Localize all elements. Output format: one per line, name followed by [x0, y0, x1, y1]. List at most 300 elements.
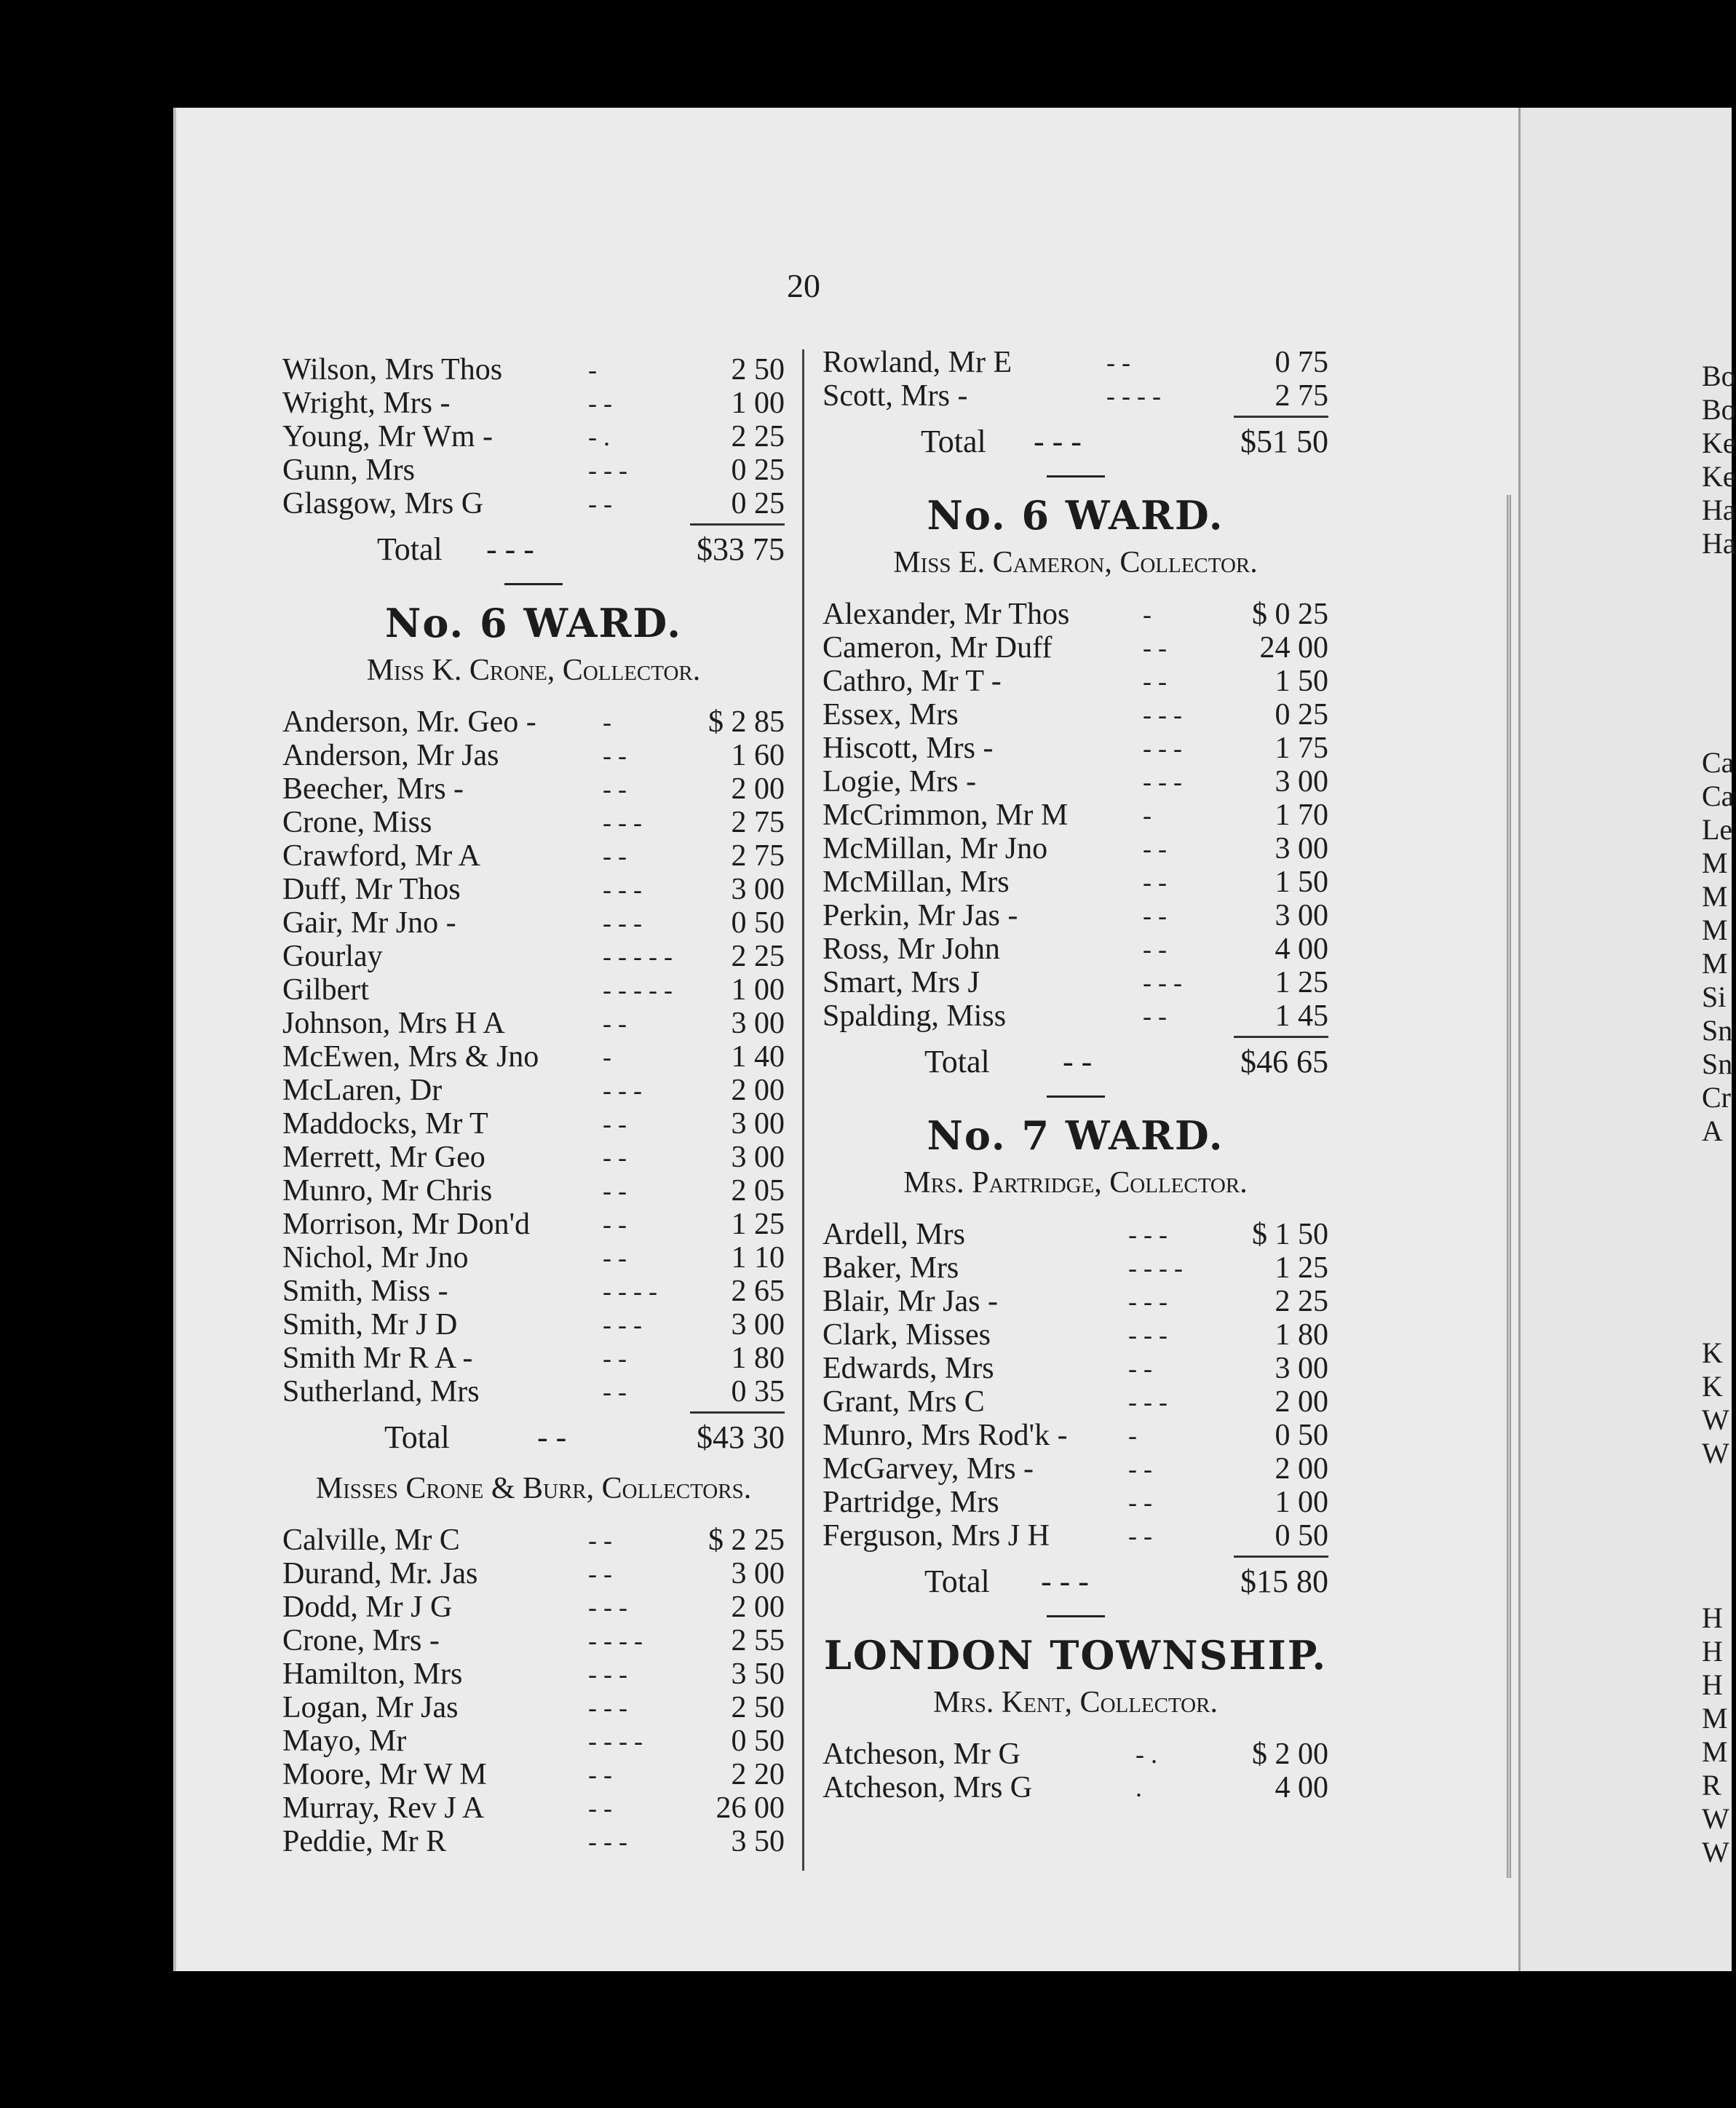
- amount: 1 80: [731, 1342, 785, 1375]
- name-fragment: Sn: [1702, 1047, 1733, 1080]
- amount: 1 50: [1275, 665, 1328, 698]
- list-item: [823, 1352, 1328, 1385]
- list-item: [823, 999, 1328, 1033]
- leader-dots: -: [603, 708, 611, 737]
- total-amount: $46 65: [1240, 1044, 1328, 1079]
- amount: 1 00: [731, 387, 785, 420]
- list-item: [823, 1218, 1328, 1251]
- contributor-name: Ferguson, Mrs J H: [823, 1519, 1050, 1553]
- contributor-name: Grant, Mrs C: [823, 1385, 985, 1419]
- amount: 2 75: [731, 806, 785, 839]
- leader-dots: - -: [1128, 1454, 1152, 1483]
- contributor-name: Cameron, Mr Duff: [823, 631, 1053, 665]
- leader-dots: - - - -: [1128, 1253, 1183, 1283]
- leader-dots: - - -: [603, 1310, 642, 1339]
- amount: 2 55: [731, 1624, 785, 1657]
- list-item: [282, 1691, 785, 1724]
- leader-dots: - -: [603, 841, 627, 871]
- contributor-name: Young, Mr Wm -: [282, 420, 493, 453]
- amount: 26 00: [716, 1791, 785, 1825]
- name-fragment: Le: [1702, 813, 1733, 846]
- contributor-name: Logie, Mrs -: [823, 765, 977, 799]
- amount: 2 25: [1275, 1285, 1328, 1318]
- list-item: [823, 966, 1328, 999]
- total-label: Total: [924, 1044, 990, 1079]
- leader-dots: - -: [1143, 633, 1167, 662]
- amount: 3 00: [1275, 765, 1328, 799]
- list-item: [282, 1074, 785, 1107]
- amount: 1 25: [1275, 966, 1328, 999]
- leader-dots: - - - -: [588, 1727, 643, 1756]
- total-amount: $33 75: [697, 531, 785, 567]
- leader-dots: - - -: [1041, 1564, 1089, 1599]
- contributor-name: Johnson, Mrs H A: [282, 1007, 505, 1040]
- amount: 3 00: [1275, 899, 1328, 932]
- contributor-name: Munro, Mrs Rod'k -: [823, 1419, 1068, 1452]
- contributor-name: Wright, Mrs -: [282, 387, 451, 420]
- collector-line: Miss E. Cameron, Collector.: [893, 546, 1258, 579]
- list-item: [282, 1624, 785, 1657]
- amount: 0 50: [731, 906, 785, 940]
- list-item: [282, 806, 785, 839]
- name-fragment: M: [1702, 847, 1728, 879]
- amount: 1 00: [1275, 1486, 1328, 1519]
- amount: 3 00: [731, 1557, 785, 1590]
- sum-rule: [282, 520, 785, 528]
- total-row: [282, 528, 785, 571]
- name-fragment: Cr: [1702, 1081, 1731, 1114]
- list-item: [282, 1040, 785, 1074]
- sum-rule: [823, 413, 1328, 420]
- sum-rule: [823, 1033, 1328, 1040]
- list-item: [282, 1308, 785, 1342]
- contributor-name: Smart, Mrs J: [823, 966, 980, 999]
- amount: 1 70: [1275, 799, 1328, 832]
- name-fragment: H: [1702, 1668, 1723, 1701]
- name-fragment: Ca: [1702, 746, 1735, 779]
- contributor-name: Crone, Miss: [282, 806, 432, 839]
- amount: 1 75: [1275, 732, 1328, 765]
- contributor-name: Logan, Mr Jas: [282, 1691, 459, 1724]
- list-item: [282, 873, 785, 906]
- amount: 1 45: [1275, 999, 1328, 1033]
- contributor-name: Beecher, Mrs -: [282, 772, 464, 806]
- leader-dots: - -: [603, 1344, 627, 1373]
- leader-dots: -: [1143, 801, 1152, 830]
- list-item: [282, 1758, 785, 1791]
- contributor-name: Ross, Mr John: [823, 932, 1000, 966]
- leader-dots: - -: [537, 1419, 567, 1455]
- leader-dots: - -: [1143, 667, 1167, 696]
- name-fragment: Ha: [1702, 527, 1736, 560]
- leader-dots: - - -: [1034, 424, 1082, 459]
- leader-dots: - - -: [603, 1076, 642, 1105]
- leader-dots: - - -: [1143, 968, 1182, 997]
- list-item: [282, 487, 785, 520]
- leader-dots: - - - -: [588, 1626, 643, 1655]
- collector-line: Mrs. Partridge, Collector.: [903, 1166, 1248, 1200]
- amount: 1 10: [731, 1241, 785, 1275]
- amount: 2 00: [731, 772, 785, 806]
- amount: 2 20: [731, 1758, 785, 1791]
- total-row: [823, 420, 1328, 464]
- leader-dots: - - -: [1128, 1287, 1168, 1316]
- list-item: [823, 1771, 1328, 1804]
- list-item: [823, 1318, 1328, 1352]
- facing-page-fragments: [1702, 360, 1736, 560]
- amount: 2 75: [731, 839, 785, 873]
- leader-dots: -: [1143, 600, 1152, 629]
- leader-dots: - - -: [588, 1827, 627, 1856]
- leader-dots: - - -: [1128, 1320, 1168, 1350]
- name-fragment: W: [1702, 1403, 1729, 1436]
- list-item: [823, 899, 1328, 932]
- leader-dots: - - -: [1128, 1220, 1168, 1249]
- contributor-name: Hamilton, Mrs: [282, 1657, 463, 1691]
- sum-rule: [823, 1553, 1328, 1560]
- amount: 3 00: [731, 1308, 785, 1342]
- ward-heading: No. 7 WARD.: [927, 1112, 1224, 1159]
- name-fragment: W: [1702, 1437, 1729, 1470]
- page-right-edge: [1518, 108, 1735, 1971]
- list-item: [823, 1385, 1328, 1419]
- amount: $ 1 50: [1252, 1218, 1328, 1251]
- total-amount: $51 50: [1240, 424, 1328, 459]
- leader-dots: - -: [588, 389, 612, 418]
- list-item: [823, 865, 1328, 899]
- amount: 0 25: [1275, 698, 1328, 732]
- leader-dots: - - -: [1143, 734, 1182, 763]
- leader-dots: - .: [588, 422, 610, 451]
- list-item: [282, 940, 785, 973]
- amount: 3 00: [731, 873, 785, 906]
- contributor-name: McMillan, Mrs: [823, 865, 1010, 899]
- amount: 4 00: [1275, 1771, 1328, 1804]
- list-item: [282, 387, 785, 420]
- list-item: [282, 1174, 785, 1208]
- list-item: [823, 1519, 1328, 1553]
- list-item: [823, 631, 1328, 665]
- amount: 2 00: [1275, 1385, 1328, 1419]
- list-item: [823, 1486, 1328, 1519]
- list-item: [282, 839, 785, 873]
- amount: 2 00: [1275, 1452, 1328, 1486]
- list-item: [282, 1590, 785, 1624]
- name-fragment: K: [1702, 1336, 1723, 1369]
- leader-dots: - - -: [588, 1593, 627, 1622]
- list-item: [823, 765, 1328, 799]
- amount: 3 00: [731, 1107, 785, 1141]
- contributor-name: Gair, Mr Jno -: [282, 906, 456, 940]
- total-row: [823, 1040, 1328, 1084]
- name-fragment: W: [1702, 1836, 1729, 1869]
- facing-page-fragments: [1702, 1601, 1729, 1869]
- leader-dots: - -: [588, 1794, 612, 1823]
- leader-dots: - -: [603, 1176, 627, 1205]
- total-amount: $15 80: [1240, 1564, 1328, 1599]
- name-fragment: H: [1702, 1635, 1723, 1668]
- leader-dots: - -: [588, 1526, 612, 1555]
- amount: 3 50: [731, 1657, 785, 1691]
- total-label: Total: [924, 1564, 990, 1599]
- contributor-name: Edwards, Mrs: [823, 1352, 994, 1385]
- name-fragment: Ke: [1702, 460, 1736, 493]
- name-fragment: R: [1702, 1769, 1721, 1802]
- right-column: [823, 346, 1328, 1804]
- name-fragment: K: [1702, 1370, 1723, 1403]
- collector-line: Miss K. Crone, Collector.: [366, 654, 701, 687]
- township-heading: LONDON TOWNSHIP.: [823, 1632, 1328, 1679]
- name-fragment: H: [1702, 1601, 1723, 1634]
- contributor-name: Atcheson, Mrs G: [823, 1771, 1033, 1804]
- list-item: [282, 1825, 785, 1858]
- contributor-name: Partridge, Mrs: [823, 1486, 999, 1519]
- leader-dots: - -: [1143, 935, 1167, 964]
- total-row: [282, 1416, 785, 1459]
- contributor-name: Smith, Miss -: [282, 1275, 448, 1308]
- list-item: [282, 1523, 785, 1557]
- contributor-name: McLaren, Dr: [282, 1074, 443, 1107]
- list-item: [282, 739, 785, 772]
- amount: 2 50: [731, 1691, 785, 1724]
- amount: $ 2 85: [708, 705, 785, 739]
- amount: 2 25: [731, 420, 785, 453]
- total-label: Total: [377, 531, 443, 567]
- amount: 2 00: [731, 1074, 785, 1107]
- list-item: [823, 1285, 1328, 1318]
- contributor-name: Murray, Rev J A: [282, 1791, 485, 1825]
- contributor-name: McMillan, Mr Jno: [823, 832, 1048, 865]
- name-fragment: Bo: [1702, 360, 1736, 392]
- amount: 0 50: [731, 1724, 785, 1758]
- list-item: [282, 1724, 785, 1758]
- contributor-name: Munro, Mr Chris: [282, 1174, 493, 1208]
- amount: 3 50: [731, 1825, 785, 1858]
- list-item: [282, 1007, 785, 1040]
- collector-line: Misses Crone & Burr, Collectors.: [315, 1472, 752, 1505]
- list-item: [823, 832, 1328, 865]
- amount: 1 50: [1275, 865, 1328, 899]
- list-item: [282, 1141, 785, 1174]
- ward-heading: No. 6 WARD.: [384, 600, 683, 646]
- leader-dots: - - -: [603, 808, 642, 837]
- list-item: [823, 732, 1328, 765]
- list-item: [823, 1737, 1328, 1771]
- name-fragment: M: [1702, 1702, 1728, 1735]
- entry-list: [823, 598, 1328, 1033]
- leader-dots: -: [603, 1042, 611, 1071]
- leader-dots: - - - - -: [603, 942, 673, 971]
- left-column: [282, 353, 785, 1858]
- list-item: [282, 1208, 785, 1241]
- contributor-name: Nichol, Mr Jno: [282, 1241, 469, 1275]
- contributor-name: Baker, Mrs: [823, 1251, 959, 1285]
- amount: 0 25: [731, 487, 785, 520]
- leader-dots: - -: [1128, 1521, 1152, 1550]
- contributor-name: Mayo, Mr: [282, 1724, 407, 1758]
- amount: 0 75: [1275, 346, 1328, 379]
- list-item: [282, 973, 785, 1007]
- leader-dots: - - -: [1143, 700, 1182, 729]
- contributor-name: Durand, Mr. Jas: [282, 1557, 478, 1590]
- contributor-name: Crawford, Mr A: [282, 839, 480, 873]
- amount: 3 00: [1275, 1352, 1328, 1385]
- contributor-name: Cathro, Mr T -: [823, 665, 1002, 698]
- contributor-name: Alexander, Mr Thos: [823, 598, 1070, 631]
- amount: 0 50: [1275, 1519, 1328, 1553]
- section-separator: [282, 571, 785, 598]
- leader-dots: -: [588, 355, 597, 384]
- column-divider: [802, 349, 804, 1871]
- name-fragment: M: [1702, 1735, 1728, 1768]
- contributor-name: Sutherland, Mrs: [282, 1375, 480, 1408]
- sum-rule: [282, 1408, 785, 1416]
- contributor-name: Clark, Misses: [823, 1318, 991, 1352]
- contributor-name: McGarvey, Mrs -: [823, 1452, 1034, 1486]
- contributor-name: McCrimmon, Mr M: [823, 799, 1069, 832]
- leader-dots: - - - -: [1106, 381, 1161, 411]
- contributor-name: Blair, Mr Jas -: [823, 1285, 998, 1318]
- list-item: [282, 1342, 785, 1375]
- entry-list: [282, 353, 785, 520]
- leader-dots: - -: [1106, 348, 1130, 377]
- leader-dots: - -: [1128, 1354, 1152, 1383]
- contributor-name: Gourlay: [282, 940, 383, 973]
- total-row: [823, 1560, 1328, 1604]
- contributor-name: Anderson, Mr Jas: [282, 739, 499, 772]
- leader-dots: - -: [603, 774, 627, 804]
- contributor-name: Essex, Mrs: [823, 698, 959, 732]
- leader-dots: - -: [603, 1377, 627, 1406]
- amount: 3 00: [731, 1007, 785, 1040]
- amount: 0 50: [1275, 1419, 1328, 1452]
- contributor-name: Calville, Mr C: [282, 1523, 460, 1557]
- leader-dots: - -: [588, 489, 612, 518]
- amount: 1 60: [731, 739, 785, 772]
- list-item: [282, 772, 785, 806]
- contributor-name: Merrett, Mr Geo: [282, 1141, 485, 1174]
- name-fragment: W: [1702, 1802, 1729, 1835]
- list-item: [823, 665, 1328, 698]
- list-item: [282, 1107, 785, 1141]
- entry-list: [282, 705, 785, 1408]
- contributor-name: Duff, Mr Thos: [282, 873, 461, 906]
- amount: 2 75: [1275, 379, 1328, 413]
- list-item: [823, 932, 1328, 966]
- amount: 3 00: [1275, 832, 1328, 865]
- amount: 1 25: [1275, 1251, 1328, 1285]
- amount: $ 2 25: [708, 1523, 785, 1557]
- entry-list: [823, 346, 1328, 413]
- contributor-name: Perkin, Mr Jas -: [823, 899, 1018, 932]
- list-item: [823, 1452, 1328, 1486]
- amount: 1 40: [731, 1040, 785, 1074]
- list-item: [282, 1375, 785, 1408]
- contributor-name: Smith Mr R A -: [282, 1342, 473, 1375]
- leader-dots: - - -: [603, 875, 642, 904]
- leader-dots: - -: [1143, 1002, 1167, 1031]
- leader-dots: - -: [1143, 868, 1167, 897]
- contributor-name: Hiscott, Mrs -: [823, 732, 994, 765]
- total-label: Total: [384, 1419, 450, 1455]
- amount: 2 00: [731, 1590, 785, 1624]
- amount: 2 25: [731, 940, 785, 973]
- leader-dots: - - -: [603, 908, 642, 938]
- amount: 0 35: [731, 1375, 785, 1408]
- leader-dots: - -: [603, 1009, 627, 1038]
- contributor-name: Spalding, Miss: [823, 999, 1007, 1033]
- list-item: [282, 1241, 785, 1275]
- list-item: [823, 598, 1328, 631]
- contributor-name: Dodd, Mr J G: [282, 1590, 453, 1624]
- amount: 2 50: [731, 353, 785, 387]
- leader-dots: - - -: [588, 1660, 627, 1689]
- contributor-name: Anderson, Mr. Geo -: [282, 705, 536, 739]
- list-item: [282, 705, 785, 739]
- leader-dots: - - - - -: [603, 975, 673, 1005]
- list-item: [823, 346, 1328, 379]
- section-separator: [823, 1604, 1328, 1630]
- list-item: [282, 1557, 785, 1590]
- contributor-name: Ardell, Mrs: [823, 1218, 965, 1251]
- list-item: [823, 698, 1328, 732]
- contributor-name: Glasgow, Mrs G: [282, 487, 484, 520]
- leader-dots: - - -: [1143, 767, 1182, 796]
- name-fragment: Ke: [1702, 427, 1736, 459]
- entry-list: [823, 1737, 1328, 1804]
- contributor-name: McEwen, Mrs & Jno: [282, 1040, 539, 1074]
- total-amount: $43 30: [697, 1419, 785, 1455]
- list-item: [282, 353, 785, 387]
- amount: 4 00: [1275, 932, 1328, 966]
- contributor-name: Morrison, Mr Don'd: [282, 1208, 531, 1241]
- list-item: [282, 1657, 785, 1691]
- amount: 0 25: [731, 453, 785, 487]
- list-item: [823, 1419, 1328, 1452]
- collector-line: Mrs. Kent, Collector.: [933, 1686, 1218, 1719]
- leader-dots: - .: [1135, 1740, 1157, 1769]
- entry-list: [823, 1218, 1328, 1553]
- contributor-name: Wilson, Mrs Thos: [282, 353, 503, 387]
- name-fragment: A: [1702, 1114, 1723, 1147]
- list-item: [282, 420, 785, 453]
- contributor-name: Peddie, Mr R: [282, 1825, 447, 1858]
- amount: 1 25: [731, 1208, 785, 1241]
- leader-dots: - -: [1128, 1488, 1152, 1517]
- contributor-name: Gilbert: [282, 973, 369, 1007]
- leader-dots: - -: [603, 1109, 627, 1138]
- list-item: [823, 379, 1328, 413]
- amount: 3 00: [731, 1141, 785, 1174]
- ward-heading: No. 6 WARD.: [927, 492, 1224, 539]
- name-fragment: Ca: [1702, 780, 1735, 812]
- section-separator: [823, 1084, 1328, 1110]
- contributor-name: Rowland, Mr E: [823, 346, 1012, 379]
- leader-dots: - - -: [486, 531, 534, 567]
- leader-dots: - -: [603, 741, 627, 770]
- leader-dots: -: [1128, 1421, 1137, 1450]
- name-fragment: Bo: [1702, 393, 1736, 426]
- leader-dots: - -: [1063, 1044, 1093, 1079]
- list-item: [823, 799, 1328, 832]
- name-fragment: M: [1702, 947, 1728, 980]
- name-fragment: Sn: [1702, 1014, 1733, 1047]
- amount: $ 2 00: [1252, 1737, 1328, 1771]
- list-item: [282, 453, 785, 487]
- amount: 2 65: [731, 1275, 785, 1308]
- amount: $ 0 25: [1252, 598, 1328, 631]
- contributor-name: Moore, Mr W M: [282, 1758, 487, 1791]
